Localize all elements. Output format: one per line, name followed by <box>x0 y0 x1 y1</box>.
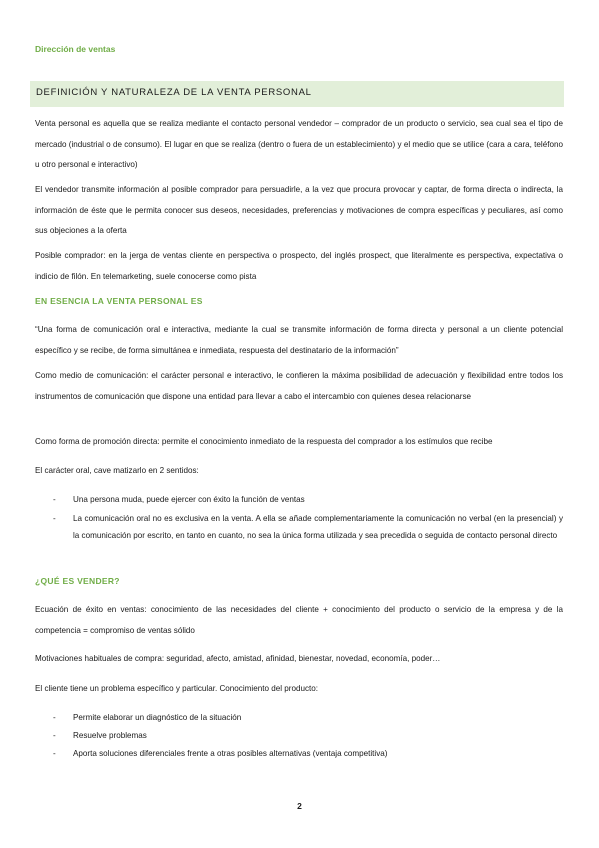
paragraph: Como forma de promoción directa: permite el conocimiento inmediato de la respuesta del comprador a los estímulos que recibe <box>35 437 493 446</box>
subheading: ¿QUÉ ES VENDER? <box>35 576 120 586</box>
subheading: EN ESENCIA LA VENTA PERSONAL ES <box>35 296 203 306</box>
bullet-dash: - <box>53 514 56 523</box>
list-item-text: Resuelve problemas <box>73 731 147 740</box>
paragraph: Ecuación de éxito en ventas: conocimiento de las necesidades del cliente + conocimiento del producto o servicio de la empresa y de la competencia = compromiso de ventas sólido <box>35 605 563 635</box>
section-title: DEFINICIÓN Y NATURALEZA DE LA VENTA PERSONAL <box>36 87 312 98</box>
list-item-text: La comunicación oral no es exclusiva en la venta. A ella se añade complementariamente la comunicación no verbal (en la presencial) y la comunicación por escrito, en tanto en cuanto, no sea la única forma utilizada y sea precedida o seguida de contacto personal directo <box>73 514 563 540</box>
running-header: Dirección de ventas <box>35 44 116 54</box>
page-number: 2 <box>297 801 302 811</box>
list-item <box>35 745 563 762</box>
bullet-dash: - <box>53 495 56 504</box>
list-item-text: Aporta soluciones diferenciales frente a otras posibles alternativas (ventaja competitiva) <box>73 749 388 758</box>
list-item-text: Permite elaborar un diagnóstico de la situación <box>73 713 242 722</box>
bullet-dash: - <box>53 749 56 758</box>
list-item-text: Una persona muda, puede ejercer con éxito la función de ventas <box>73 495 305 504</box>
paragraph: Como medio de comunicación: el carácter personal e interactivo, le confieren la máxima posibilidad de adecuación y flexibilidad entre todos los instrumentos de comunicación que dispone una entidad para llevar a cabo el intercambio con quienes desea relacionarse <box>35 371 563 401</box>
paragraph: Posible comprador: en la jerga de ventas cliente en perspectiva o prospecto, del inglés prospect, que literalmente es perspectiva, expectativa o indicio de filón. En telemarketing, suele conocerse como pista <box>35 251 563 281</box>
paragraph: Motivaciones habituales de compra: seguridad, afecto, amistad, afinidad, bienestar, novedad, economía, poder… <box>35 654 441 663</box>
list-item <box>35 510 563 544</box>
paragraph: El carácter oral, cave matizarlo en 2 sentidos: <box>35 466 199 475</box>
bullet-dash: - <box>53 731 56 740</box>
bullet-dash: - <box>53 713 56 722</box>
quote-paragraph: “Una forma de comunicación oral e interactiva, mediante la cual se transmite información de forma directa y personal a un cliente potencial específico y se recibe, de forma simultánea e inmediata, respuesta del destinatario de la información” <box>35 325 563 355</box>
paragraph: El cliente tiene un problema específico y particular. Conocimiento del producto: <box>35 684 318 693</box>
list-item <box>35 709 563 726</box>
list-item <box>35 727 563 744</box>
list-item <box>35 491 563 508</box>
paragraph: El vendedor transmite información al posible comprador para persuadirle, a la vez que procura provocar y captar, de forma directa o indirecta, la información de éste que le permita conocer sus deseos, necesidades, preferencias y motivaciones de compra específicas y peculiares, así como sus objeciones a la oferta <box>35 185 563 235</box>
paragraph: Venta personal es aquella que se realiza mediante el contacto personal vendedor – comprador de un producto o servicio, sea cual sea el tipo de mercado (industrial o de consumo). El lugar en que se realiza (dentro o fuera de un establecimiento) y el medio que se utilice (cara a cara, teléfono u otro personal e interactivo) <box>35 119 563 169</box>
